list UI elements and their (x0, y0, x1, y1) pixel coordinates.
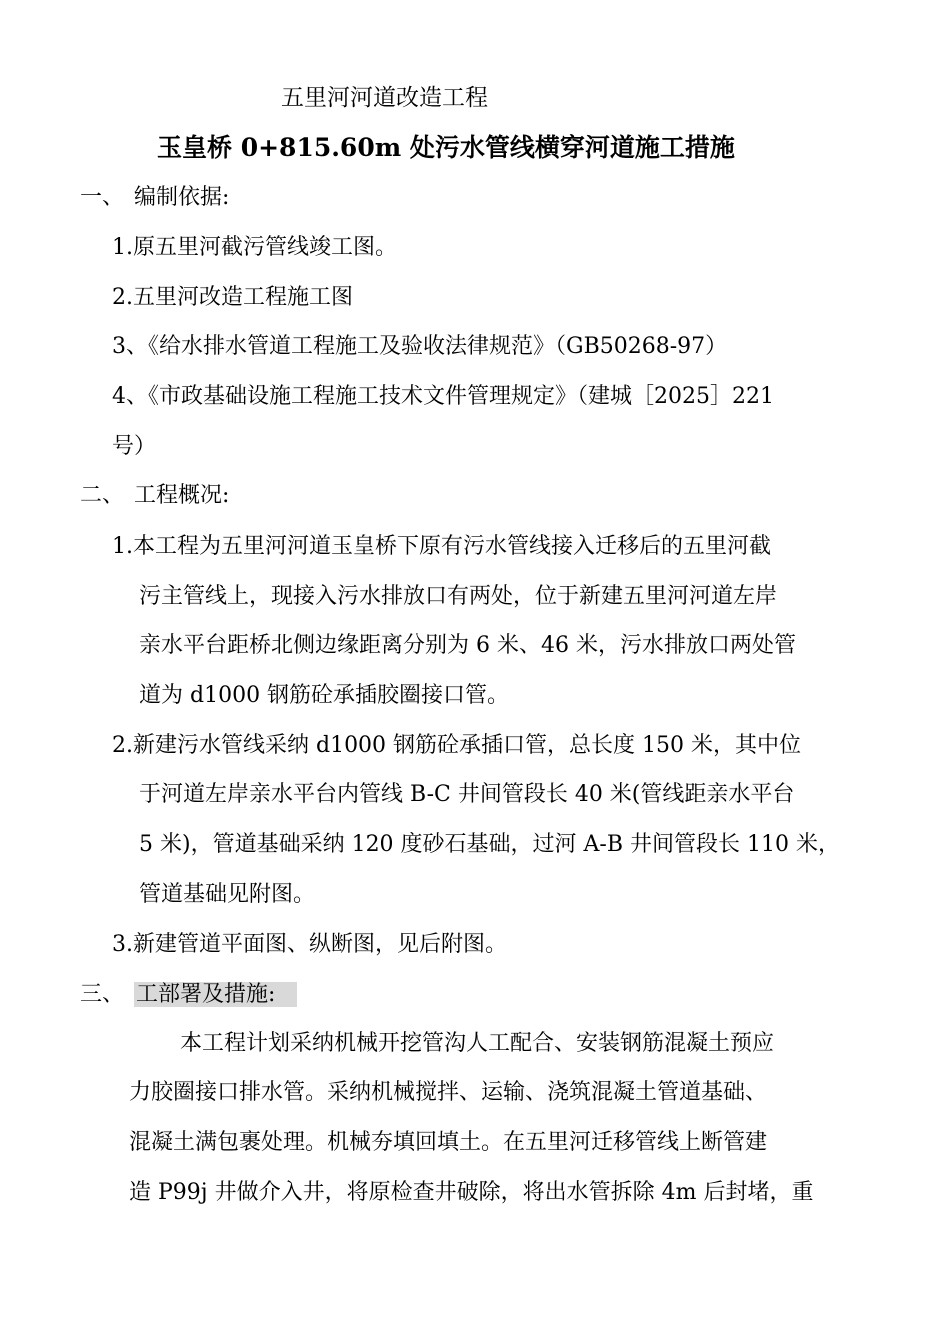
overview-item-1-line-4: 道为 d1000 钢筋砼承插胶圈接口管。 (139, 683, 510, 708)
overview-item-1-line-2: 污主管线上，现接入污水排放口有两处，位于新建五里河河道左岸 (139, 584, 778, 609)
plan-paragraph-line-3: 混凝土满包裹处理。机械夯填回填土。在五里河迁移管线上断管建 (129, 1130, 768, 1155)
overview-item-1-line-3: 亲水平台距桥北侧边缘距离分别为 6 米、46 米，污水排放口两处管 (139, 633, 796, 658)
overview-item-2-line-3: 5 米)，管道基础采纳 120 度砂石基础，过河 A-B 井间管段长 110 米， (139, 832, 841, 857)
overview-item-1-line-1: 1.本工程为五里河河道玉皇桥下原有污水管线接入迁移后的五里河截 (112, 534, 771, 559)
basis-item-3: 3、《给水排水管道工程施工及验收法律规范》（GB50268-97） (112, 334, 728, 359)
basis-item-2: 2.五里河改造工程施工图 (112, 285, 353, 310)
overview-item-2-line-4: 管道基础见附图。 (139, 882, 316, 907)
section-1-heading (80, 184, 229, 212)
document-title: 玉皇桥 0+815.60m 处污水管线横穿河道施工措施 (157, 133, 735, 162)
basis-item-4-line-1: 4、《市政基础设施工程施工技术文件管理规定》（建城［2025］221 (112, 384, 774, 409)
basis-item-1: 1.原五里河截污管线竣工图。 (112, 235, 397, 260)
project-subtitle: 五里河河道改造工程 (281, 85, 488, 111)
overview-item-2-line-2: 于河道左岸亲水平台内管线 B-C 井间管段长 40 米(管线距亲水平台 (139, 782, 795, 807)
section-2-heading (80, 482, 229, 510)
overview-item-2-line-1: 2.新建污水管线采纳 d1000 钢筋砼承插口管，总长度 150 米，其中位 (112, 733, 802, 758)
section-1-marker: 一、 (80, 185, 125, 210)
section-3-marker: 三、 (80, 982, 125, 1007)
basis-item-4-line-2: 号） (112, 434, 157, 459)
section-3-heading (80, 981, 297, 1009)
section-2-marker: 二、 (80, 483, 125, 508)
section-1-title: 编制依据: (134, 185, 230, 210)
section-3-title: 工部署及措施: (134, 982, 297, 1007)
overview-item-3: 3.新建管道平面图、纵断图，见后附图。 (112, 932, 507, 957)
plan-paragraph-line-2: 力胶圈接口排水管。采纳机械搅拌、运输、浇筑混凝土管道基础、 (129, 1080, 768, 1105)
plan-paragraph-line-1: 本工程计划采纳机械开挖管沟人工配合、安装钢筋混凝土预应 (180, 1031, 775, 1056)
plan-paragraph-line-4: 造 P99j 井做介入井，将原检查井破除，将出水管拆除 4m 后封堵，重 (129, 1180, 814, 1205)
section-2-title: 工程概况: (134, 483, 230, 508)
